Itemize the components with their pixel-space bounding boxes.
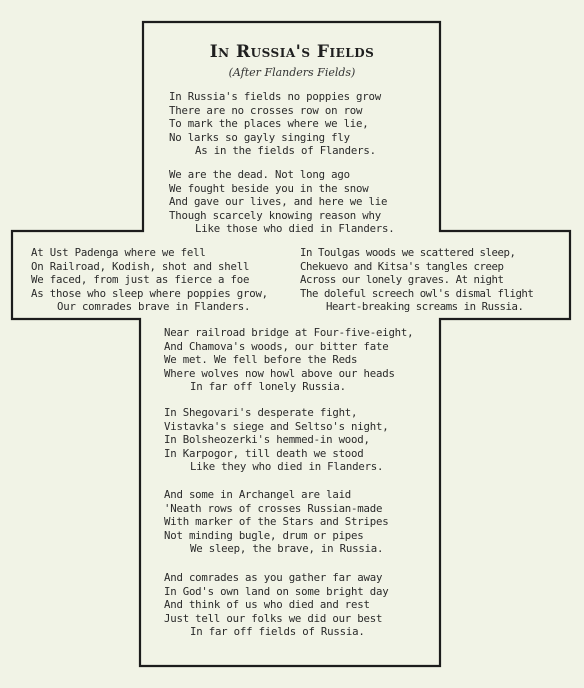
poem-line: Just tell our folks we did our best [164,611,383,625]
poem-line: Heart-breaking screams in Russia. [326,300,524,314]
poem-line: We met. We fell before the Reds [164,353,358,367]
stanza-5 [164,406,388,474]
poem-line: In Shegovari's desperate fight, [164,406,358,419]
poem-line: Across our lonely graves. At night [300,273,504,287]
poem-line: Not minding bugle, drum or pipes [164,528,364,542]
poem-line: We faced, from just as fierce a foe [31,273,250,287]
stanza-1 [169,90,381,158]
poem-title: In Russia's Fields [209,42,375,62]
poem-line: We sleep, the brave, in Russia. [190,542,384,556]
poem-line: And think of us who died and rest [164,598,370,612]
poem-line: In Karpogor, till death we stood [164,446,364,460]
poem-line: In far off fields of Russia. [190,625,365,639]
poem-line: Though scarcely knowing reason why [169,208,381,222]
poem-line: As those who sleep where poppies grow, [31,286,268,300]
poem-line: Where wolves now howl above our heads [164,366,395,380]
poem-line: And comrades as you gather far away [164,571,383,584]
poem-line: In God's own land on some bright day [164,584,389,598]
poem-line: The doleful screech owl's dismal flight [300,286,534,300]
poem-line: Our comrades brave in Flanders. [57,300,251,314]
poem-line: At Ust Padenga where we fell [31,246,206,259]
stanza-3-right [300,246,533,314]
poem-subtitle: (After Flanders Fields) [228,66,356,79]
poem-line: There are no crosses row on row [169,103,363,117]
poem-line: No larks so gayly singing fly [169,130,350,144]
poem-line: With marker of the Stars and Stripes [164,515,389,529]
poem-line: We are the dead. Not long ago [169,168,350,181]
stanza-6 [164,488,388,556]
poem-line: Vistavka's siege and Seltso's night, [164,419,389,433]
poem-line: In Toulgas woods we scattered sleep, [300,246,516,259]
poem-line: And Chamova's woods, our bitter fate [164,339,389,353]
poem-line: To mark the places where we lie, [169,117,369,131]
poem-line: Chekuevo and Kitsa's tangles creep [300,259,504,273]
poem-line: Like they who died in Flanders. [190,460,384,474]
stanza-3-left [31,246,268,314]
poem-line: We fought beside you in the snow [169,181,369,195]
poem-line: Like those who died in Flanders. [195,222,395,236]
stanza-7 [164,571,388,639]
stanza-2 [169,168,395,236]
poem-line: In Bolsheozerki's hemmed-in wood, [164,433,370,447]
poem-line: In Russia's fields no poppies grow [169,90,381,103]
poem-line: And gave our lives, and here we lie [169,195,388,209]
poem-line: As in the fields of Flanders. [195,144,376,158]
poem-line: On Railroad, Kodish, shot and shell [31,259,250,273]
stanza-4 [164,326,413,394]
poem-line: Near railroad bridge at Four-five-eight, [164,326,414,339]
poem-line: 'Neath rows of crosses Russian-made [164,501,383,515]
poem-line: In far off lonely Russia. [190,380,346,394]
poem-line: And some in Archangel are laid [164,488,352,501]
